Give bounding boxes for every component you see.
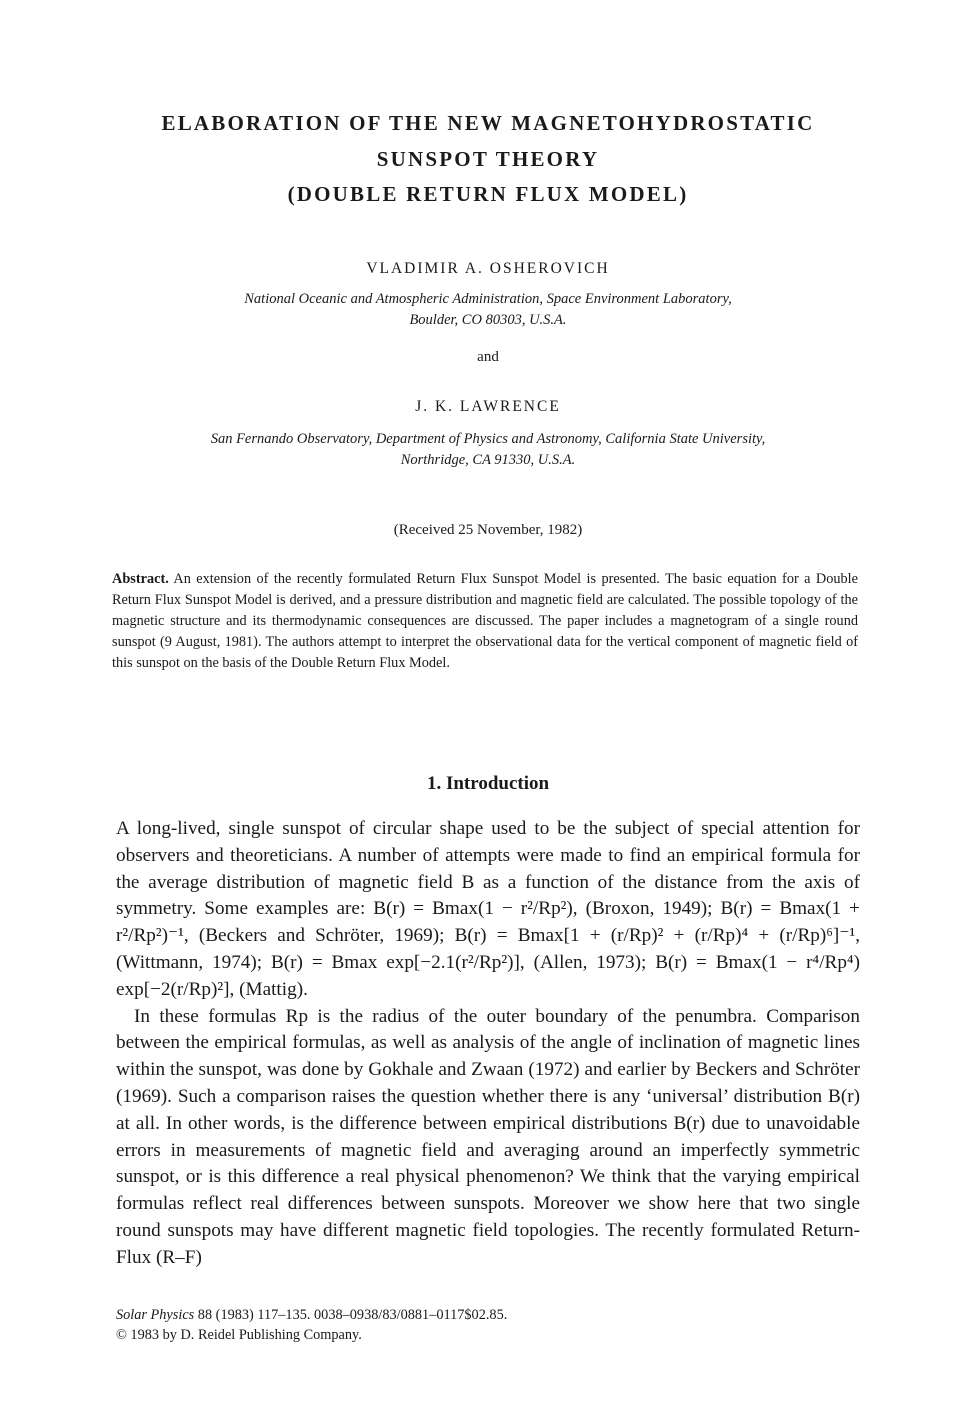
footer-citation-rest: 88 (1983) 117–135. 0038–0938/83/0881–0117$02.85. bbox=[194, 1307, 508, 1323]
title-line-1: ELABORATION OF THE NEW MAGNETOHYDROSTATIC bbox=[161, 111, 815, 135]
paragraph-2: In these formulas Rp is the radius of the outer boundary of the penumbra. Comparison between the empirical formulas, as well as analysis of the angle of inclination of magnetic lines within the sunspot, was done by Gokhale and Zwaan (1972) and earlier by Beckers and Schröter (1969). Such a comparison raises the question whether there is any ‘universal’ distribution B(r) at all. In other words, is the difference between empirical distributions B(r) due to unavoidable errors in measurements of magnetic field and averaging around an imperfectly symmetric sunspot, or is this difference a real physical phenomenon? We think that the varying empirical formulas reflect real differences between sunspots. Moreover we show here that two single round sunspots may have different magnetic field topologies. The recently formulated Return-Flux (R–F) bbox=[116, 1005, 860, 1268]
abstract bbox=[112, 569, 858, 674]
author-2: J. K. LAWRENCE bbox=[415, 398, 561, 415]
abstract-text: An extension of the recently formulated Return Flux Sunspot Model is presented. The basic equation for a Double Return Flux Sunspot Model is derived, and a pressure distribution and magnetic field are calculated. The possible topology of the magnetic structure and its thermodynamic consequences are discussed. The paper includes a magnetogram of a single round sunspot (9 August, 1981). The authors attempt to interpret the observational data for the vertical component of magnetic field of this sunspot on the basis of the Double Return Flux Model. bbox=[112, 571, 858, 671]
and-separator: and bbox=[477, 349, 499, 365]
paragraph-1: A long-lived, single sunspot of circular shape used to be the subject of special attention for observers and theoreticians. A number of attempts were made to find an empirical formula for the average distribution of magnetic field B as a function of the distance from the axis of symmetry. Some examples are: B(r) = Bmax(1 − r²/Rp²), (Broxon, 1949); B(r) = Bmax(1 + r²/Rp²)⁻¹, (Beckers and Schröter, 1969); B(r) = Bmax[1 + (r/Rp)² + (r/Rp)⁴ + (r/Rp)⁶]⁻¹, (Wittmann, 1974); B(r) = Bmax exp[−2.1(r²/Rp²)], (Allen, 1973); B(r) = Bmax(1 − r⁴/Rp⁴) exp[−2(r/Rp)²], (Mattig). bbox=[116, 818, 860, 1000]
footer-journal: Solar Physics bbox=[116, 1307, 195, 1323]
abstract-label: Abstract. bbox=[112, 571, 169, 587]
body-text bbox=[116, 816, 860, 1272]
affiliation-1-line-2: Boulder, CO 80303, U.S.A. bbox=[409, 312, 567, 328]
footer-citation bbox=[116, 1305, 816, 1325]
title-line-3: (DOUBLE RETURN FLUX MODEL) bbox=[287, 182, 689, 206]
affiliation-2-line-2: Northridge, CA 91330, U.S.A. bbox=[400, 452, 576, 468]
affiliation-1-line-1: National Oceanic and Atmospheric Administration, Space Environment Laboratory, bbox=[244, 291, 732, 307]
received-date: (Received 25 November, 1982) bbox=[393, 522, 583, 538]
affiliation-2-line-1: San Fernando Observatory, Department of Physics and Astronomy, California State University, bbox=[210, 431, 766, 447]
footer-copyright: © 1983 by D. Reidel Publishing Company. bbox=[116, 1327, 362, 1343]
section-heading: 1. Introduction bbox=[426, 773, 550, 794]
title-line-2: SUNSPOT THEORY bbox=[376, 147, 600, 171]
author-1: VLADIMIR A. OSHEROVICH bbox=[366, 260, 610, 277]
